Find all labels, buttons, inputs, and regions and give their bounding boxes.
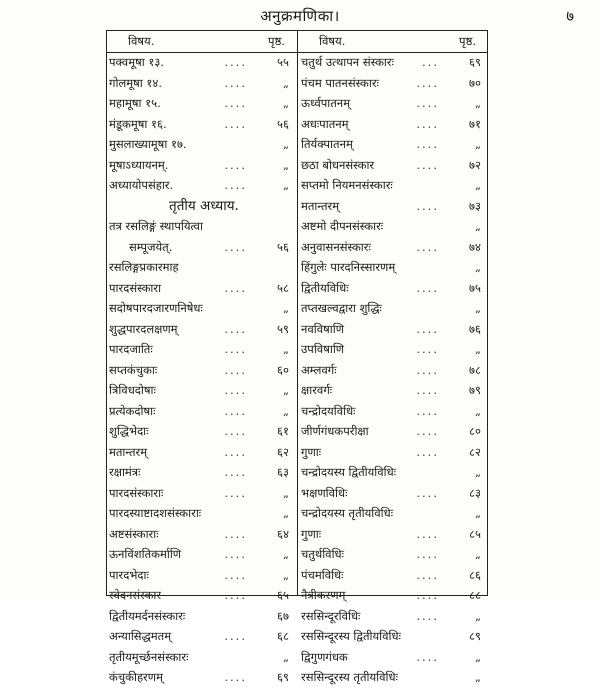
- entry-page-number: ७९: [469, 383, 481, 397]
- entry-subject: मतान्तरम्: [109, 444, 148, 459]
- index-entry: [107, 237, 295, 258]
- entry-page-number: ८३: [469, 485, 481, 500]
- entry-leader-dots: ....: [416, 157, 439, 172]
- entry-leader-dots: ....: [416, 444, 439, 459]
- index-entry: [107, 93, 295, 114]
- index-entry: [299, 421, 487, 442]
- entry-subject: स्वेदनसंस्कार: [109, 588, 162, 602]
- entry-leader-dots: ....: [416, 567, 439, 582]
- entry-page-number: „: [475, 465, 481, 479]
- index-entry: [299, 667, 487, 688]
- index-entry: [107, 155, 295, 176]
- index-entry: [107, 585, 295, 606]
- entry-page-number: ८६: [469, 567, 481, 582]
- entry-page-number: ७१: [469, 116, 481, 131]
- entry-subject: छठा बोधनसंस्कार: [301, 157, 375, 172]
- entry-subject: पारदसंस्काराः: [109, 485, 164, 500]
- entry-leader-dots: ....: [224, 321, 247, 336]
- index-entry: [299, 339, 487, 360]
- entry-leader-dots: ....: [416, 362, 439, 377]
- index-entry: [107, 544, 295, 565]
- index-entry: [107, 319, 295, 340]
- entry-subject: क्षारवर्गः: [301, 383, 333, 397]
- entry-subject: नवविषाणि: [301, 321, 345, 336]
- entry-page-number: ५६: [277, 239, 289, 254]
- entry-leader-dots: ....: [224, 55, 247, 69]
- index-entry: [299, 647, 487, 668]
- entry-leader-dots: ...: [422, 55, 439, 69]
- entry-page-number: „: [475, 342, 481, 356]
- entry-subject: सप्तमो नियमनसंस्कारः: [301, 178, 393, 192]
- entry-leader-dots: ....: [224, 670, 247, 684]
- entry-leader-dots: ....: [416, 424, 439, 438]
- entry-page-number: „: [475, 137, 481, 151]
- column-divider: [297, 30, 298, 596]
- index-entry: [299, 401, 487, 422]
- entry-leader-dots: ....: [224, 465, 247, 479]
- index-entry: [107, 339, 295, 360]
- index-entry: [299, 134, 487, 155]
- entry-subject: हिंगुलेः पारदनिस्सारणम्: [301, 260, 396, 274]
- entry-page-number: „: [283, 547, 289, 561]
- entry-subject: ऊनविंशतिकर्माणि: [109, 547, 182, 561]
- entry-page-number: „: [475, 219, 481, 233]
- entry-subject: अध्यायोपसंहार.: [109, 178, 174, 192]
- entry-leader-dots: ....: [224, 444, 247, 459]
- entry-subject: सप्तकंचुकाः: [109, 362, 158, 377]
- entry-leader-dots: ....: [224, 362, 247, 377]
- entry-subject: चतुर्थविधिः: [301, 547, 344, 561]
- entry-page-number: ६९: [469, 55, 481, 69]
- entry-subject: तृतीय अध्याय.: [169, 197, 239, 214]
- page-title: अनुक्रमणिका।: [260, 7, 340, 25]
- entry-subject: पारदभेदाः: [109, 567, 149, 582]
- entry-leader-dots: ....: [224, 280, 247, 295]
- entry-subject: कंचुकीहरणम्: [109, 670, 163, 684]
- index-entry: [107, 647, 295, 668]
- entry-leader-dots: ....: [224, 485, 247, 500]
- index-entry: [299, 626, 487, 647]
- entry-page-number: ६७: [277, 608, 289, 623]
- entry-page-number: ८०: [469, 424, 481, 438]
- entry-page-number: „: [283, 137, 289, 151]
- entry-subject: चन्द्रोदयविधिः: [301, 403, 356, 418]
- left-index-column: [107, 52, 295, 688]
- entry-subject: पंचमविधिः: [301, 567, 344, 582]
- entry-leader-dots: ....: [224, 342, 247, 356]
- entry-page-number: ७६: [469, 321, 481, 336]
- index-entry: [299, 462, 487, 483]
- entry-leader-dots: ....: [416, 588, 439, 602]
- index-entry: [107, 278, 295, 299]
- entry-page-number: ६९: [277, 670, 289, 684]
- entry-subject: गुणाः: [301, 444, 322, 459]
- entry-subject: अधःपातनम्: [301, 116, 349, 131]
- subject-header: विषय.: [319, 34, 346, 48]
- entry-page-number: ८९: [469, 629, 481, 643]
- entry-subject: अन्यासिद्धमतम्: [109, 629, 172, 643]
- entry-subject: उपविषाणि: [301, 342, 345, 356]
- entry-page-number: „: [283, 485, 289, 500]
- entry-leader-dots: ....: [224, 547, 247, 561]
- right-index-column: [299, 52, 487, 688]
- entry-page-number: „: [283, 383, 289, 397]
- index-entry: [299, 544, 487, 565]
- entry-page-number: „: [475, 547, 481, 561]
- entry-leader-dots: ....: [416, 116, 439, 131]
- entry-subject: अनुवासनसंस्कारः: [301, 239, 371, 254]
- entry-leader-dots: ....: [224, 239, 247, 254]
- entry-subject: अष्टमो दीपनसंस्कारः: [301, 219, 384, 233]
- page-header-label: पृष्ठ.: [268, 34, 285, 48]
- index-entry: [299, 298, 487, 319]
- entry-page-number: ५५: [277, 55, 289, 69]
- index-entry: [107, 503, 295, 524]
- entry-subject: पारदजातिः: [109, 342, 153, 356]
- entry-page-number: ७८: [469, 362, 481, 377]
- entry-leader-dots: ....: [416, 526, 439, 541]
- entry-subject: चन्द्रोदयस्य तृतीयविधिः: [301, 506, 394, 520]
- page-header: [0, 4, 600, 28]
- entry-page-number: „: [283, 96, 289, 110]
- entry-page-number: „: [283, 342, 289, 356]
- index-entry: [107, 216, 295, 237]
- index-entry: [107, 298, 295, 319]
- entry-subject: गुणाः: [301, 526, 322, 541]
- index-entry: [299, 52, 487, 73]
- index-entry: [107, 52, 295, 73]
- entry-page-number: „: [283, 75, 289, 90]
- entry-page-number: ६८: [277, 629, 289, 643]
- entry-leader-dots: ....: [224, 526, 247, 541]
- entry-leader-dots: ....: [224, 116, 247, 131]
- entry-subject: तिर्यक्पातनम्: [301, 137, 353, 151]
- entry-subject: रससिन्दूरस्य तृतीयविधिः: [301, 670, 398, 684]
- entry-leader-dots: ....: [224, 424, 247, 438]
- entry-leader-dots: ....: [224, 567, 247, 582]
- entry-leader-dots: ....: [416, 321, 439, 336]
- index-entry: [299, 585, 487, 606]
- entry-page-number: ७५: [469, 280, 481, 295]
- entry-leader-dots: ....: [224, 96, 247, 110]
- index-entry: [299, 565, 487, 586]
- entry-page-number: ६२: [277, 444, 289, 459]
- entry-page-number: „: [475, 260, 481, 274]
- index-entry: [299, 319, 487, 340]
- index-entry: [299, 237, 487, 258]
- entry-leader-dots: ....: [224, 588, 247, 602]
- entry-leader-dots: ....: [416, 75, 439, 90]
- entry-leader-dots: ....: [416, 198, 439, 213]
- entry-leader-dots: ....: [416, 403, 439, 418]
- entry-subject: पंचम पातनसंस्कारः: [301, 75, 379, 90]
- entry-page-number: ५८: [277, 280, 289, 295]
- index-entry: [107, 380, 295, 401]
- entry-subject: रक्षामंत्रः: [109, 465, 141, 479]
- entry-subject: तृतीयमूर्च्छनसंस्कारः: [109, 649, 189, 664]
- entry-subject: पक्वमूषा १३.: [109, 55, 164, 69]
- entry-subject: मुसलाख्यामूषा १७.: [109, 137, 187, 151]
- index-entry: [107, 421, 295, 442]
- entry-page-number: ६४: [277, 526, 289, 541]
- entry-subject: शुद्धिभेदाः: [109, 424, 149, 438]
- entry-page-number: „: [283, 567, 289, 582]
- index-entry: [299, 196, 487, 217]
- entry-subject: मंडूकमूषा १६.: [109, 116, 167, 131]
- index-entry: [299, 93, 487, 114]
- entry-subject: त्रिविधदोषाः: [109, 383, 156, 397]
- entry-subject: रससिन्दूरस्य द्वितीयविधिः: [301, 629, 401, 643]
- entry-subject: भक्षणविधिः: [301, 485, 348, 500]
- entry-page-number: ६१: [277, 424, 289, 438]
- entry-page-number: ६०: [277, 362, 289, 377]
- entry-page-number: „: [475, 301, 481, 315]
- entry-subject: द्वितीयविधिः: [301, 280, 349, 295]
- entry-leader-dots: ....: [416, 280, 439, 295]
- entry-leader-dots: ....: [416, 342, 439, 356]
- entry-leader-dots: ....: [416, 137, 439, 151]
- entry-leader-dots: ....: [224, 403, 247, 418]
- entry-leader-dots: ....: [224, 157, 247, 172]
- entry-page-number: ७२: [469, 157, 481, 172]
- entry-leader-dots: ....: [416, 547, 439, 561]
- entry-subject: ऊर्ध्वपातनम्: [301, 96, 351, 110]
- entry-leader-dots: ....: [224, 178, 247, 192]
- entry-subject: पारदस्याष्टादशसंस्काराः: [109, 506, 202, 520]
- index-entry: [299, 257, 487, 278]
- entry-page-number: „: [283, 403, 289, 418]
- index-entry: [299, 175, 487, 196]
- index-entry: [299, 278, 487, 299]
- entry-page-number: „: [283, 178, 289, 192]
- right-column-header: [297, 30, 488, 53]
- entry-page-number: ५६: [277, 116, 289, 131]
- index-entry: [107, 462, 295, 483]
- entry-subject: अष्टसंस्काराः: [109, 526, 159, 541]
- entry-subject: द्वितीयमर्दनसंस्कारः: [109, 608, 186, 623]
- entry-subject: शुद्धपारदलक्षणम्: [109, 321, 178, 336]
- entry-leader-dots: ....: [224, 629, 247, 643]
- entry-subject: द्विगुणगंधक: [301, 649, 348, 664]
- left-column-header: [106, 30, 297, 53]
- index-entry: [107, 401, 295, 422]
- index-entry: [107, 524, 295, 545]
- entry-leader-dots: ....: [416, 96, 439, 110]
- page-number: ७: [566, 7, 574, 25]
- entry-subject: तत्र रसलिङ्गं स्थापयित्वा: [109, 219, 203, 233]
- entry-subject: जीर्णगंधकपरीक्षा: [301, 424, 369, 438]
- entry-page-number: „: [475, 649, 481, 664]
- index-entry: [299, 606, 487, 627]
- index-entry: [299, 155, 487, 176]
- entry-page-number: „: [475, 96, 481, 110]
- entry-leader-dots: ....: [224, 75, 247, 90]
- index-entry: [107, 114, 295, 135]
- entry-leader-dots: ....: [416, 383, 439, 397]
- index-entry: [107, 565, 295, 586]
- entry-subject: रससिन्दूरविधिः: [301, 608, 361, 623]
- entry-page-number: ८५: [469, 526, 481, 541]
- index-entry: [107, 134, 295, 155]
- section-heading: [107, 196, 295, 217]
- index-entry: [299, 380, 487, 401]
- entry-page-number: „: [475, 670, 481, 684]
- entry-subject: सम्पूजयेत्.: [129, 239, 173, 254]
- entry-subject: पारदसंस्कारा: [109, 280, 162, 295]
- entry-page-number: ८२: [469, 444, 481, 459]
- entry-page-number: „: [283, 301, 289, 315]
- entry-leader-dots: ....: [416, 649, 439, 664]
- entry-subject: चतुर्थ उत्थापन संस्कारः: [301, 55, 394, 69]
- index-entry: [107, 606, 295, 627]
- entry-page-number: „: [283, 506, 289, 520]
- entry-subject: रसलिङ्गप्रकारमाह: [109, 260, 179, 274]
- entry-subject: गोलमूषा १४.: [109, 75, 163, 90]
- entry-page-number: „: [475, 403, 481, 418]
- entry-page-number: „: [475, 178, 481, 192]
- index-entry: [107, 667, 295, 688]
- entry-subject: चन्द्रोदयस्य द्वितीयविधिः: [301, 465, 397, 479]
- index-entry: [107, 257, 295, 278]
- entry-page-number: ७४: [469, 239, 481, 254]
- page-header-label: पृष्ठ.: [459, 34, 476, 48]
- entry-subject: सदोषपारदजारणनिषेधः: [109, 301, 203, 315]
- index-entry: [299, 524, 487, 545]
- index-entry: [299, 483, 487, 504]
- entry-subject: प्रत्येकदोषाः: [109, 403, 156, 418]
- entry-leader-dots: ....: [224, 383, 247, 397]
- index-entry: [107, 73, 295, 94]
- index-entry: [107, 175, 295, 196]
- index-entry: [107, 442, 295, 463]
- index-entry: [299, 216, 487, 237]
- index-entry: [299, 114, 487, 135]
- entry-subject: नैत्रीकरणम्: [301, 588, 346, 602]
- index-entry: [299, 503, 487, 524]
- entry-page-number: ५९: [277, 321, 289, 336]
- entry-subject: अम्लवर्गः: [301, 362, 337, 377]
- entry-page-number: „: [283, 157, 289, 172]
- entry-page-number: ८८: [469, 588, 481, 602]
- entry-leader-dots: ....: [416, 608, 439, 623]
- index-entry: [107, 626, 295, 647]
- index-entry: [299, 442, 487, 463]
- index-entry: [107, 360, 295, 381]
- index-entry: [299, 73, 487, 94]
- entry-page-number: ६३: [277, 465, 289, 479]
- entry-subject: महामूषा १५.: [109, 96, 161, 110]
- index-entry: [107, 483, 295, 504]
- entry-page-number: ७०: [469, 75, 481, 90]
- entry-leader-dots: ....: [416, 239, 439, 254]
- entry-page-number: „: [283, 649, 289, 664]
- entry-subject: मूषाऽध्यायनम्.: [109, 157, 169, 172]
- entry-page-number: „: [475, 608, 481, 623]
- entry-page-number: ७३: [469, 198, 481, 213]
- subject-header: विषय.: [128, 34, 155, 48]
- entry-page-number: „: [475, 506, 481, 520]
- entry-leader-dots: ....: [416, 485, 439, 500]
- entry-page-number: ६५: [277, 588, 289, 602]
- entry-subject: मतान्तरम्: [301, 198, 340, 213]
- index-entry: [299, 360, 487, 381]
- entry-subject: तप्तखल्वद्वारा शुद्धिः: [301, 301, 382, 315]
